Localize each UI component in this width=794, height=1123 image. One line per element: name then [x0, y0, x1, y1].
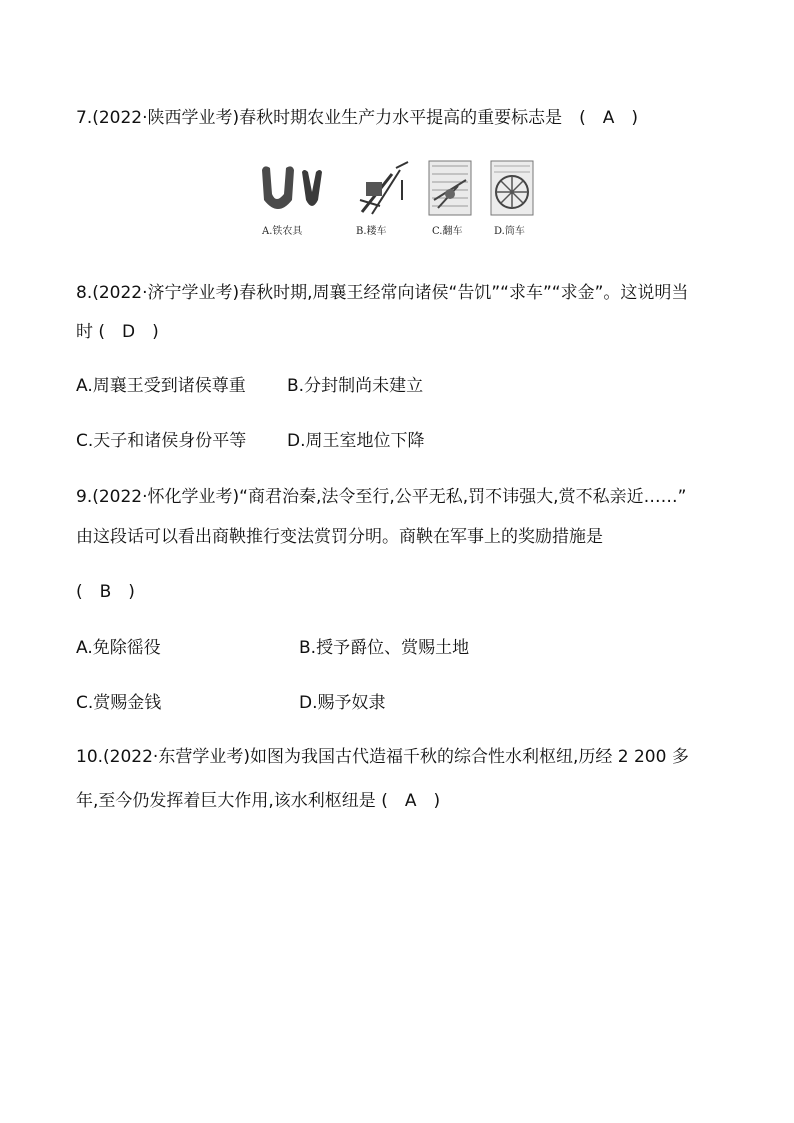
caption-a: A.铁农具	[262, 226, 303, 237]
question-9-option-c: C.赏赐金钱	[76, 693, 162, 713]
question-8-line-2: 时 ( D )	[76, 322, 159, 342]
iron-tools-image	[258, 160, 330, 218]
question-9-line-1: 9.(2022·怀化学业考)“商君治秦,法令至行,公平无私,罚不讳强大,赏不私亲近……”	[76, 487, 687, 507]
question-10-line-2: 年,至今仍发挥着巨大作用,该水利枢纽是 ( A )	[76, 791, 441, 811]
question-10-line-1: 10.(2022·东营学业考)如图为我国古代造福千秋的综合性水利枢纽,历经 2 200 多	[76, 747, 689, 767]
question-9-option-a: A.免除徭役	[76, 638, 161, 658]
caption-d: D.筒车	[494, 226, 525, 237]
question-9-answer: ( B )	[76, 582, 135, 602]
caption-c: C.翻车	[432, 226, 463, 237]
caption-b: B.耧车	[356, 226, 387, 237]
question-9-option-d: D.赐予奴隶	[299, 693, 386, 713]
question-8-option-b: B.分封制尚未建立	[287, 376, 424, 396]
question-9-line-2: 由这段话可以看出商鞅推行变法赏罚分明。商鞅在军事上的奖励措施是	[76, 527, 603, 547]
chain-pump-image	[428, 160, 472, 216]
question-8-option-c: C.天子和诸侯身份平等	[76, 431, 247, 451]
question-7: 7.(2022·陕西学业考)春秋时期农业生产力水平提高的重要标志是 ( A )	[76, 108, 639, 128]
water-wheel-image	[490, 160, 534, 216]
seed-plough-image	[352, 160, 410, 218]
question-9-option-b: B.授予爵位、赏赐土地	[299, 638, 470, 658]
question-8-option-a: A.周襄王受到诸侯尊重	[76, 376, 246, 396]
question-8-line-1: 8.(2022·济宁学业考)春秋时期,周襄王经常向诸侯“告饥”“求车”“求金”。这说明当	[76, 283, 689, 303]
question-7-figure	[252, 160, 542, 242]
question-8-option-d: D.周王室地位下降	[287, 431, 425, 451]
